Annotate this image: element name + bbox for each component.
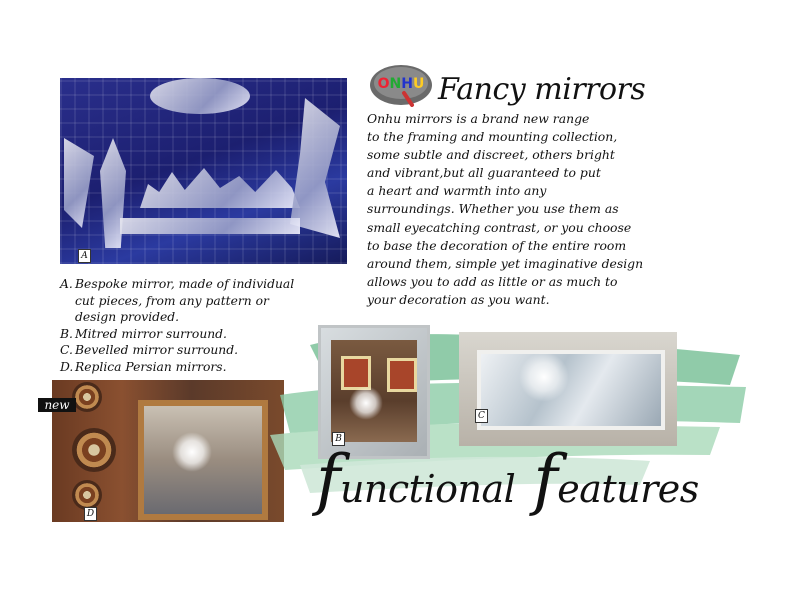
logo-letter: U bbox=[412, 76, 425, 92]
caption-text: Replica Persian mirrors. bbox=[75, 359, 227, 374]
caption-key: B. bbox=[60, 326, 73, 341]
features-initial-f: f bbox=[533, 441, 558, 518]
bevelled-mirror-glass bbox=[477, 350, 665, 430]
photo-label-a: A bbox=[78, 249, 91, 263]
reflected-picture bbox=[387, 358, 417, 392]
features-word-features: eatures bbox=[557, 467, 699, 511]
onhu-palette-logo bbox=[368, 63, 434, 107]
new-badge: new bbox=[38, 398, 76, 412]
photo-persian-mirror bbox=[52, 380, 284, 522]
caption-text: Bevelled mirror surround. bbox=[75, 343, 239, 357]
flash-glare bbox=[349, 386, 383, 420]
flash-glare bbox=[519, 352, 569, 402]
mirror-leaf-shape bbox=[290, 98, 340, 238]
photo-bespoke-mirror bbox=[60, 78, 347, 264]
logo-letter: N bbox=[389, 76, 402, 92]
logo-text bbox=[378, 76, 425, 92]
caption-list bbox=[60, 276, 300, 375]
rosette-ornament bbox=[72, 480, 102, 510]
caption-item bbox=[60, 359, 300, 376]
caption-item bbox=[60, 326, 300, 343]
mirror-skyline-shape bbox=[140, 168, 300, 208]
mirror-round-shape bbox=[150, 78, 250, 114]
features-word-functional: unctional bbox=[339, 467, 516, 511]
reflected-picture bbox=[341, 356, 371, 390]
photo-label-c: C bbox=[475, 409, 488, 423]
caption-text: Bespoke mirror, made of individual cut pieces, from any pattern or design provided. bbox=[75, 277, 295, 324]
caption-item bbox=[60, 342, 300, 359]
caption-item bbox=[60, 276, 300, 326]
features-initial-f: f bbox=[316, 441, 340, 518]
caption-key: C. bbox=[60, 343, 73, 357]
rosette-ornament bbox=[72, 428, 116, 472]
logo-letter: O bbox=[377, 76, 390, 92]
caption-key: A. bbox=[60, 277, 73, 291]
page-title: Fancy mirrors bbox=[438, 72, 646, 107]
features-heading bbox=[316, 441, 699, 521]
flash-glare bbox=[172, 432, 212, 472]
photo-bevelled-mirror bbox=[459, 332, 677, 446]
photo-mitred-mirror bbox=[318, 325, 430, 459]
photo-label-b: B bbox=[332, 432, 345, 446]
mirror-wing-shape bbox=[64, 138, 94, 228]
photo-label-d: D bbox=[84, 507, 97, 521]
description-text: Onhu mirrors is a brand new range to the framing and mounting collection, some subtle and discreet, others bright and vibrant,but all guaranteed to put a heart and warmth into any surroundings. Whether you use them as small eyecatching contrast, or you choose to base the decoration of the entire room around them, simple yet imaginative design allows you to add as little or as much to your decoration as you want. bbox=[367, 111, 644, 307]
logo-letter: H bbox=[401, 76, 413, 92]
caption-text: Mitred mirror surround. bbox=[75, 326, 227, 341]
rosette-ornament bbox=[72, 382, 102, 412]
caption-key: D. bbox=[60, 359, 74, 374]
mirror-shelf-shape bbox=[120, 218, 300, 234]
